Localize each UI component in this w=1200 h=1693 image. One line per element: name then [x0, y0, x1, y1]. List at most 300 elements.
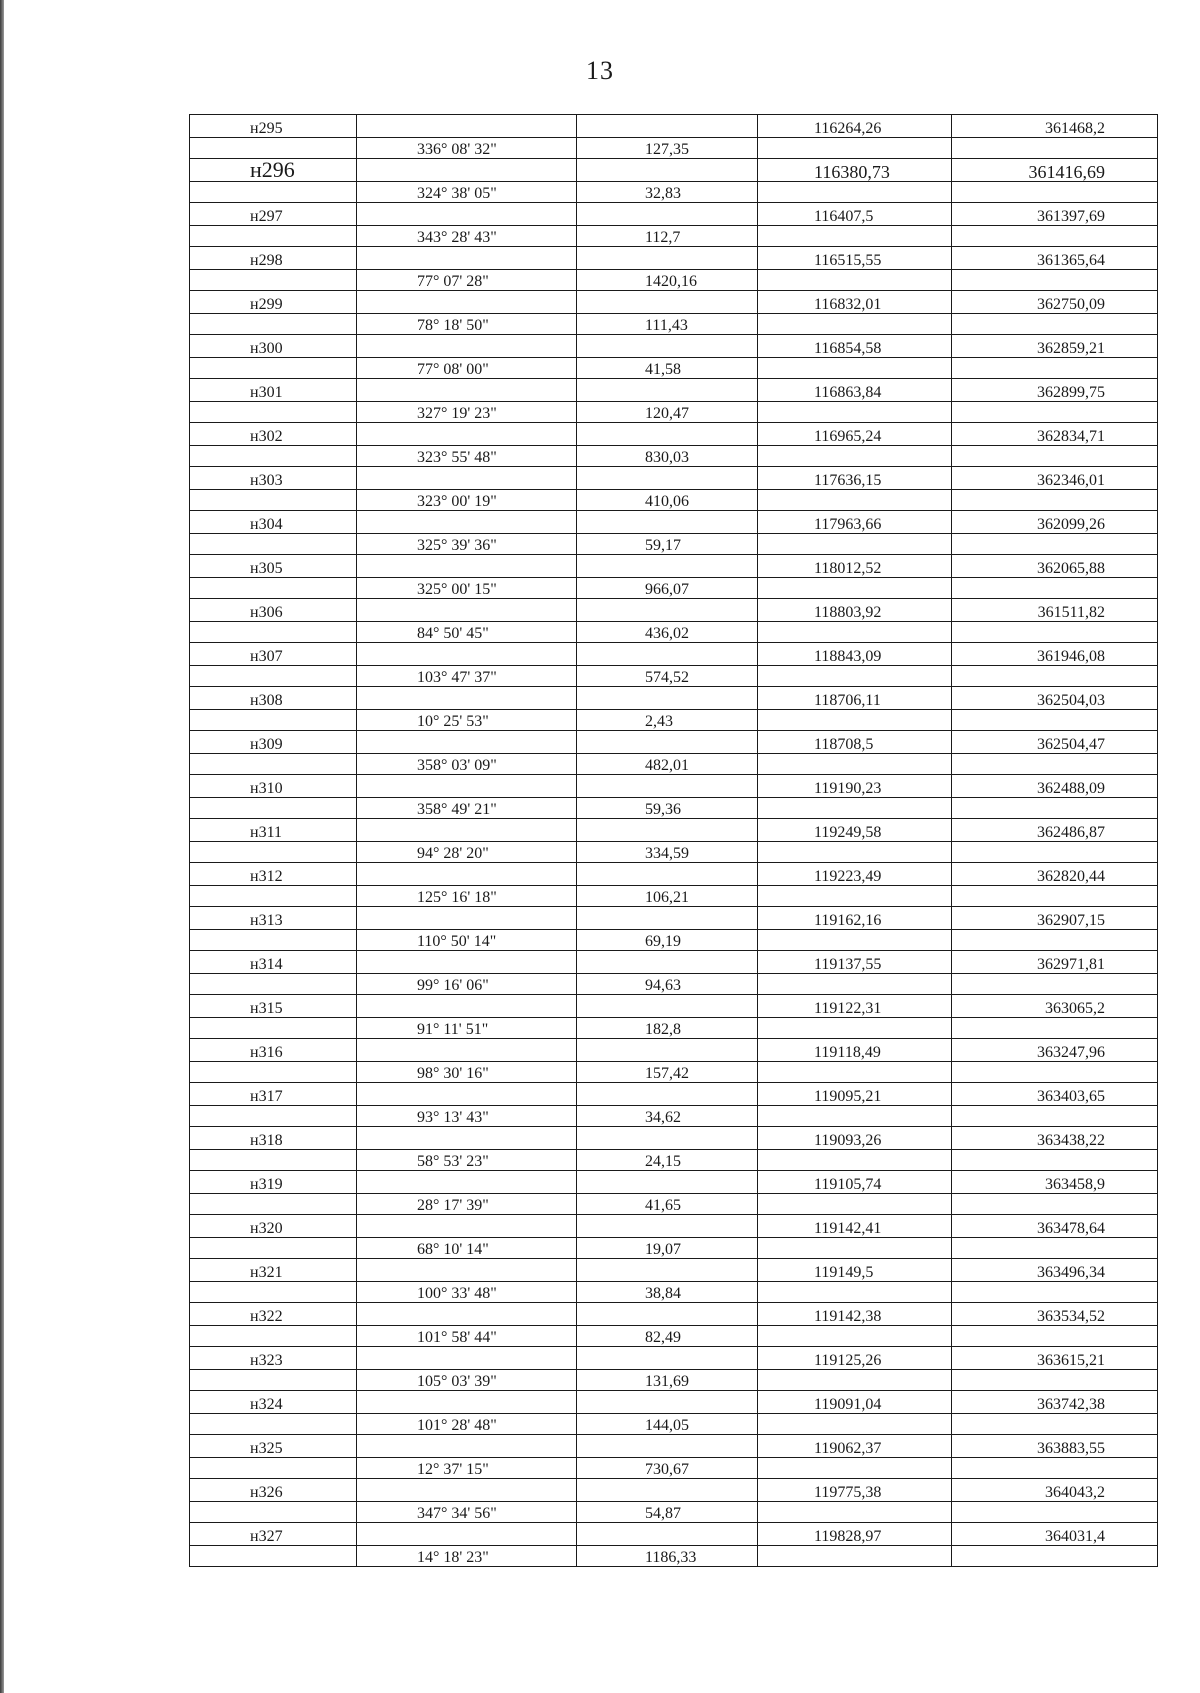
segment-row — [190, 886, 1158, 907]
direction-angle: 325° 00' 15" — [357, 578, 577, 599]
empty-cell — [357, 203, 577, 226]
segment-row — [190, 1502, 1158, 1523]
empty-cell — [357, 1171, 577, 1194]
empty-cell — [758, 1062, 952, 1083]
direction-angle: 323° 00' 19" — [357, 490, 577, 511]
point-name: н299 — [190, 291, 357, 314]
empty-cell — [357, 1523, 577, 1546]
point-row — [190, 643, 1158, 666]
point-row — [190, 379, 1158, 402]
empty-cell — [190, 1018, 357, 1039]
empty-cell — [190, 490, 357, 511]
empty-cell — [952, 226, 1158, 247]
point-name: н297 — [190, 203, 357, 226]
empty-cell — [952, 182, 1158, 203]
segment-row — [190, 358, 1158, 379]
empty-cell — [952, 446, 1158, 467]
empty-cell — [357, 907, 577, 930]
coordinate-y: 362859,21 — [952, 335, 1158, 358]
coordinate-y: 363458,9 — [952, 1171, 1158, 1194]
segment-row — [190, 446, 1158, 467]
empty-cell — [952, 1106, 1158, 1127]
empty-cell — [758, 490, 952, 511]
direction-angle: 336° 08' 32" — [357, 138, 577, 159]
empty-cell — [577, 1391, 758, 1414]
empty-cell — [190, 1370, 357, 1391]
coordinate-y: 361511,82 — [952, 599, 1158, 622]
coordinate-x: 119142,38 — [758, 1303, 952, 1326]
page-number: 13 — [586, 56, 614, 85]
empty-cell — [577, 1215, 758, 1238]
empty-cell — [758, 798, 952, 819]
empty-cell — [758, 622, 952, 643]
point-name: н318 — [190, 1127, 357, 1150]
empty-cell — [577, 555, 758, 578]
point-row — [190, 1083, 1158, 1106]
segment-length: 144,05 — [577, 1414, 758, 1435]
empty-cell — [190, 798, 357, 819]
empty-cell — [758, 314, 952, 335]
segment-length: 24,15 — [577, 1150, 758, 1171]
empty-cell — [577, 1479, 758, 1502]
segment-row — [190, 1414, 1158, 1435]
empty-cell — [190, 1502, 357, 1523]
empty-cell — [758, 1282, 952, 1303]
point-name: н295 — [190, 115, 357, 138]
segment-row — [190, 842, 1158, 863]
point-row — [190, 291, 1158, 314]
segment-row — [190, 314, 1158, 335]
empty-cell — [190, 138, 357, 159]
empty-cell — [758, 182, 952, 203]
empty-cell — [758, 1326, 952, 1347]
segment-length: 157,42 — [577, 1062, 758, 1083]
point-name: н298 — [190, 247, 357, 270]
point-name: н304 — [190, 511, 357, 534]
segment-length: 41,58 — [577, 358, 758, 379]
coordinate-x: 118843,09 — [758, 643, 952, 666]
empty-cell — [577, 1259, 758, 1282]
empty-cell — [357, 335, 577, 358]
segment-length: 41,65 — [577, 1194, 758, 1215]
coordinate-x: 119137,55 — [758, 951, 952, 974]
empty-cell — [758, 886, 952, 907]
empty-cell — [952, 1502, 1158, 1523]
empty-cell — [190, 1414, 357, 1435]
segment-row — [190, 1062, 1158, 1083]
coordinate-x: 119093,26 — [758, 1127, 952, 1150]
point-row — [190, 819, 1158, 842]
segment-length: 106,21 — [577, 886, 758, 907]
direction-angle: 99° 16' 06" — [357, 974, 577, 995]
point-row — [190, 159, 1158, 182]
coordinate-x: 119162,16 — [758, 907, 952, 930]
point-name: н310 — [190, 775, 357, 798]
coordinate-y: 363534,52 — [952, 1303, 1158, 1326]
empty-cell — [952, 1458, 1158, 1479]
point-name: н306 — [190, 599, 357, 622]
empty-cell — [577, 731, 758, 754]
empty-cell — [190, 270, 357, 291]
point-name: н326 — [190, 1479, 357, 1502]
point-row — [190, 423, 1158, 446]
empty-cell — [577, 819, 758, 842]
segment-row — [190, 1458, 1158, 1479]
empty-cell — [357, 995, 577, 1018]
empty-cell — [190, 1546, 357, 1567]
segment-length: 131,69 — [577, 1370, 758, 1391]
empty-cell — [758, 578, 952, 599]
coordinate-x: 119223,49 — [758, 863, 952, 886]
point-row — [190, 1391, 1158, 1414]
direction-angle: 12° 37' 15" — [357, 1458, 577, 1479]
direction-angle: 125° 16' 18" — [357, 886, 577, 907]
empty-cell — [952, 1546, 1158, 1567]
segment-row — [190, 798, 1158, 819]
empty-cell — [952, 798, 1158, 819]
empty-cell — [577, 1523, 758, 1546]
point-name: н305 — [190, 555, 357, 578]
empty-cell — [758, 270, 952, 291]
coordinate-x: 116965,24 — [758, 423, 952, 446]
direction-angle: 327° 19' 23" — [357, 402, 577, 423]
segment-row — [190, 270, 1158, 291]
empty-cell — [758, 1370, 952, 1391]
point-row — [190, 1171, 1158, 1194]
segment-length: 2,43 — [577, 710, 758, 731]
empty-cell — [357, 731, 577, 754]
coordinate-y: 364031,4 — [952, 1523, 1158, 1546]
segment-length: 410,06 — [577, 490, 758, 511]
empty-cell — [190, 974, 357, 995]
point-name: н325 — [190, 1435, 357, 1458]
segment-length: 34,62 — [577, 1106, 758, 1127]
empty-cell — [952, 886, 1158, 907]
point-name: н317 — [190, 1083, 357, 1106]
point-name: н312 — [190, 863, 357, 886]
empty-cell — [577, 1347, 758, 1370]
direction-angle: 343° 28' 43" — [357, 226, 577, 247]
empty-cell — [758, 358, 952, 379]
empty-cell — [577, 1303, 758, 1326]
empty-cell — [577, 951, 758, 974]
segment-row — [190, 1326, 1158, 1347]
direction-angle: 94° 28' 20" — [357, 842, 577, 863]
point-row — [190, 1479, 1158, 1502]
point-name: н313 — [190, 907, 357, 930]
empty-cell — [758, 1414, 952, 1435]
empty-cell — [190, 1062, 357, 1083]
empty-cell — [758, 1502, 952, 1523]
direction-angle: 101° 58' 44" — [357, 1326, 577, 1347]
coordinate-x: 116854,58 — [758, 335, 952, 358]
empty-cell — [190, 402, 357, 423]
empty-cell — [758, 842, 952, 863]
empty-cell — [190, 710, 357, 731]
coordinate-y: 363247,96 — [952, 1039, 1158, 1062]
direction-angle: 324° 38' 05" — [357, 182, 577, 203]
empty-cell — [758, 754, 952, 775]
point-name: н308 — [190, 687, 357, 710]
empty-cell — [577, 291, 758, 314]
empty-cell — [357, 467, 577, 490]
empty-cell — [357, 643, 577, 666]
coordinate-y: 361397,69 — [952, 203, 1158, 226]
coordinate-y: 362971,81 — [952, 951, 1158, 974]
empty-cell — [758, 534, 952, 555]
point-name: н327 — [190, 1523, 357, 1546]
coordinate-y: 362504,03 — [952, 687, 1158, 710]
direction-angle: 103° 47' 37" — [357, 666, 577, 687]
coordinate-y: 362488,09 — [952, 775, 1158, 798]
empty-cell — [357, 1347, 577, 1370]
segment-length: 730,67 — [577, 1458, 758, 1479]
segment-length: 59,17 — [577, 534, 758, 555]
empty-cell — [952, 270, 1158, 291]
direction-angle: 77° 08' 00" — [357, 358, 577, 379]
empty-cell — [190, 1194, 357, 1215]
empty-cell — [758, 402, 952, 423]
coordinate-x: 119828,97 — [758, 1523, 952, 1546]
coordinate-x: 116264,26 — [758, 115, 952, 138]
coordinate-y: 361365,64 — [952, 247, 1158, 270]
empty-cell — [758, 1458, 952, 1479]
coordinate-x: 119125,26 — [758, 1347, 952, 1370]
empty-cell — [190, 886, 357, 907]
empty-cell — [357, 1303, 577, 1326]
segment-row — [190, 974, 1158, 995]
empty-cell — [952, 710, 1158, 731]
point-row — [190, 863, 1158, 886]
coordinate-y: 362907,15 — [952, 907, 1158, 930]
point-row — [190, 995, 1158, 1018]
point-row — [190, 1303, 1158, 1326]
empty-cell — [952, 578, 1158, 599]
segment-row — [190, 1194, 1158, 1215]
point-name: н301 — [190, 379, 357, 402]
coordinate-y: 362065,88 — [952, 555, 1158, 578]
empty-cell — [357, 511, 577, 534]
point-row — [190, 1523, 1158, 1546]
point-row — [190, 1039, 1158, 1062]
point-row — [190, 599, 1158, 622]
segment-row — [190, 182, 1158, 203]
segment-row — [190, 402, 1158, 423]
point-row — [190, 1435, 1158, 1458]
direction-angle: 101° 28' 48" — [357, 1414, 577, 1435]
segment-length: 1420,16 — [577, 270, 758, 291]
direction-angle: 325° 39' 36" — [357, 534, 577, 555]
coordinate-x: 119190,23 — [758, 775, 952, 798]
segment-row — [190, 1546, 1158, 1567]
empty-cell — [357, 291, 577, 314]
direction-angle: 28° 17' 39" — [357, 1194, 577, 1215]
segment-row — [190, 710, 1158, 731]
segment-length: 19,07 — [577, 1238, 758, 1259]
empty-cell — [357, 159, 577, 182]
empty-cell — [190, 226, 357, 247]
coordinate-x: 119249,58 — [758, 819, 952, 842]
empty-cell — [952, 1018, 1158, 1039]
empty-cell — [357, 687, 577, 710]
direction-angle: 14° 18' 23" — [357, 1546, 577, 1567]
coordinate-y: 363615,21 — [952, 1347, 1158, 1370]
point-row — [190, 775, 1158, 798]
point-name: н314 — [190, 951, 357, 974]
segment-row — [190, 1106, 1158, 1127]
empty-cell — [758, 930, 952, 951]
coordinate-y: 363883,55 — [952, 1435, 1158, 1458]
empty-cell — [952, 358, 1158, 379]
empty-cell — [952, 842, 1158, 863]
empty-cell — [190, 842, 357, 863]
coordinate-y: 362834,71 — [952, 423, 1158, 446]
empty-cell — [952, 666, 1158, 687]
empty-cell — [577, 907, 758, 930]
point-name: н309 — [190, 731, 357, 754]
coordinate-x: 116863,84 — [758, 379, 952, 402]
point-name: н321 — [190, 1259, 357, 1282]
point-name: н307 — [190, 643, 357, 666]
coordinate-x: 119062,37 — [758, 1435, 952, 1458]
point-row — [190, 555, 1158, 578]
direction-angle: 358° 49' 21" — [357, 798, 577, 819]
point-name: н302 — [190, 423, 357, 446]
empty-cell — [577, 1435, 758, 1458]
point-name: н320 — [190, 1215, 357, 1238]
point-name: н319 — [190, 1171, 357, 1194]
point-row — [190, 731, 1158, 754]
empty-cell — [952, 622, 1158, 643]
empty-cell — [758, 666, 952, 687]
coordinate-y: 363478,64 — [952, 1215, 1158, 1238]
empty-cell — [190, 1238, 357, 1259]
empty-cell — [357, 379, 577, 402]
direction-angle: 77° 07' 28" — [357, 270, 577, 291]
segment-length: 966,07 — [577, 578, 758, 599]
coordinate-y: 363496,34 — [952, 1259, 1158, 1282]
empty-cell — [758, 226, 952, 247]
direction-angle: 100° 33' 48" — [357, 1282, 577, 1303]
empty-cell — [577, 1039, 758, 1062]
coordinate-x: 119105,74 — [758, 1171, 952, 1194]
segment-length: 111,43 — [577, 314, 758, 335]
empty-cell — [758, 1150, 952, 1171]
empty-cell — [357, 1127, 577, 1150]
empty-cell — [190, 534, 357, 555]
point-name: н323 — [190, 1347, 357, 1370]
scan-edge — [0, 0, 4, 1693]
empty-cell — [190, 1150, 357, 1171]
segment-row — [190, 930, 1158, 951]
coordinate-x: 117636,15 — [758, 467, 952, 490]
segment-row — [190, 1150, 1158, 1171]
empty-cell — [357, 819, 577, 842]
empty-cell — [577, 687, 758, 710]
coordinate-y: 363065,2 — [952, 995, 1158, 1018]
empty-cell — [577, 203, 758, 226]
direction-angle: 358° 03' 09" — [357, 754, 577, 775]
coordinate-y: 362099,26 — [952, 511, 1158, 534]
empty-cell — [758, 1238, 952, 1259]
coordinate-x: 119142,41 — [758, 1215, 952, 1238]
direction-angle: 347° 34' 56" — [357, 1502, 577, 1523]
segment-row — [190, 226, 1158, 247]
empty-cell — [190, 446, 357, 467]
empty-cell — [952, 1150, 1158, 1171]
segment-length: 82,49 — [577, 1326, 758, 1347]
coordinate-y: 362486,87 — [952, 819, 1158, 842]
empty-cell — [577, 511, 758, 534]
segment-length: 69,19 — [577, 930, 758, 951]
segment-length: 1186,33 — [577, 1546, 758, 1567]
coordinate-y: 362346,01 — [952, 467, 1158, 490]
empty-cell — [357, 423, 577, 446]
point-name: н311 — [190, 819, 357, 842]
point-row — [190, 335, 1158, 358]
direction-angle: 91° 11' 51" — [357, 1018, 577, 1039]
empty-cell — [952, 402, 1158, 423]
direction-angle: 10° 25' 53" — [357, 710, 577, 731]
empty-cell — [952, 1238, 1158, 1259]
segment-row — [190, 666, 1158, 687]
direction-angle: 110° 50' 14" — [357, 930, 577, 951]
empty-cell — [577, 1083, 758, 1106]
empty-cell — [577, 247, 758, 270]
coordinate-x: 118706,11 — [758, 687, 952, 710]
empty-cell — [577, 467, 758, 490]
coordinates-table — [189, 114, 1158, 1567]
coordinate-x: 119122,31 — [758, 995, 952, 1018]
coordinate-x: 116832,01 — [758, 291, 952, 314]
empty-cell — [758, 710, 952, 731]
point-row — [190, 907, 1158, 930]
empty-cell — [577, 599, 758, 622]
direction-angle: 84° 50' 45" — [357, 622, 577, 643]
empty-cell — [357, 1391, 577, 1414]
segment-row — [190, 490, 1158, 511]
empty-cell — [357, 863, 577, 886]
point-name: н296 — [190, 159, 357, 182]
point-row — [190, 687, 1158, 710]
empty-cell — [190, 578, 357, 599]
empty-cell — [952, 534, 1158, 555]
empty-cell — [577, 1127, 758, 1150]
direction-angle: 58° 53' 23" — [357, 1150, 577, 1171]
empty-cell — [758, 1106, 952, 1127]
segment-length: 38,84 — [577, 1282, 758, 1303]
coordinate-y: 362899,75 — [952, 379, 1158, 402]
coordinate-y: 362504,47 — [952, 731, 1158, 754]
point-name: н300 — [190, 335, 357, 358]
segment-length: 436,02 — [577, 622, 758, 643]
point-row — [190, 951, 1158, 974]
empty-cell — [357, 555, 577, 578]
empty-cell — [952, 490, 1158, 511]
empty-cell — [577, 335, 758, 358]
coordinate-x: 117963,66 — [758, 511, 952, 534]
coordinate-y: 362820,44 — [952, 863, 1158, 886]
empty-cell — [190, 1282, 357, 1303]
empty-cell — [190, 622, 357, 643]
coordinate-x: 119095,21 — [758, 1083, 952, 1106]
empty-cell — [357, 951, 577, 974]
segment-row — [190, 1282, 1158, 1303]
point-name: н322 — [190, 1303, 357, 1326]
coordinate-y: 363742,38 — [952, 1391, 1158, 1414]
point-row — [190, 1127, 1158, 1150]
empty-cell — [577, 863, 758, 886]
